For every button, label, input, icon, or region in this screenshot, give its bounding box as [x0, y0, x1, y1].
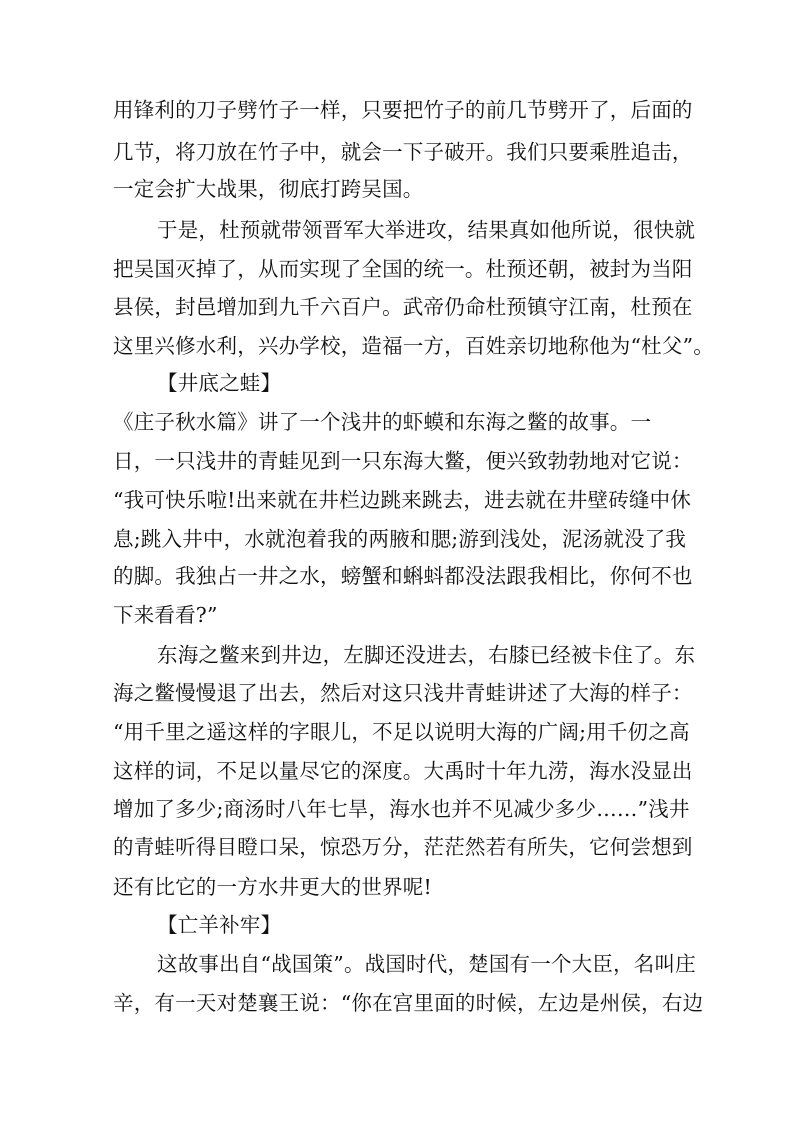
text-line: 下来看看?”	[113, 603, 218, 627]
text-line: 《庄子秋水篇》讲了一个浅井的虾蟆和东海之鳖的故事。一	[113, 410, 652, 434]
text-line: 这样的词，不足以量尽它的深度。大禹时十年九涝，海水没显出	[113, 759, 693, 783]
text-line: 的脚。我独占一井之水，螃蟹和蝌蚪都没法跟我相比，你何不也	[113, 564, 693, 588]
text-line: 海之鳖慢慢退了出去，然后对这只浅井青蛙讲述了大海的样子：	[113, 681, 693, 705]
section-heading: 【井底之蛙】	[157, 371, 282, 395]
text-line: 东海之鳖来到井边，左脚还没进去，右膝已经被卡住了。东	[157, 643, 696, 667]
text-line: 把吴国灭掉了，从而实现了全国的统一。杜预还朝，被封为当阳	[113, 257, 693, 281]
section-heading: 【亡羊补牢】	[157, 913, 282, 937]
text-line: 用锋利的刀子劈竹子一样，只要把竹子的前几节劈开了，后面的	[113, 98, 693, 122]
text-line: 还有比它的一方水井更大的世界呢!	[113, 875, 432, 899]
text-line: 日，一只浅井的青蛙见到一只东海大鳖，便兴致勃勃地对它说：	[113, 449, 693, 473]
text-line: 的青蛙听得目瞪口呆，惊恐万分，茫茫然若有所失，它何尝想到	[113, 835, 693, 859]
text-line: 于是，杜预就带领晋军大举进攻，结果真如他所说，很快就	[157, 218, 696, 242]
text-line: 一定会扩大战果，彻底打跨吴国。	[113, 177, 424, 201]
text-line: 辛，有一天对楚襄王说：“你在宫里面的时候，左边是州侯，右边	[113, 991, 704, 1015]
text-line: 增加了多少;商汤时八年七旱，海水也并不见减少多少……”浅井	[113, 797, 690, 821]
text-line: 息;跳入井中，水就泡着我的两腋和腮;游到浅处，泥汤就没了我	[113, 527, 687, 551]
text-line: 这故事出自“战国策”。战国时代，楚国有一个大臣，名叫庄	[157, 952, 696, 976]
text-line: “用千里之遥这样的字眼儿，不足以说明大海的广阔;用千仞之高	[113, 720, 690, 744]
text-line: “我可快乐啦!出来就在井栏边跳来跳去，进去就在井壁砖缝中休	[113, 488, 692, 512]
text-line: 县侯，封邑增加到九千六百户。武帝仍命杜预镇守江南，杜预在	[113, 295, 693, 319]
text-line: 几节，将刀放在竹子中，就会一下子破开。我们只要乘胜追击，	[113, 140, 693, 164]
text-line: 这里兴修水利，兴办学校，造福一方，百姓亲切地称他为“杜父”。	[113, 334, 714, 358]
